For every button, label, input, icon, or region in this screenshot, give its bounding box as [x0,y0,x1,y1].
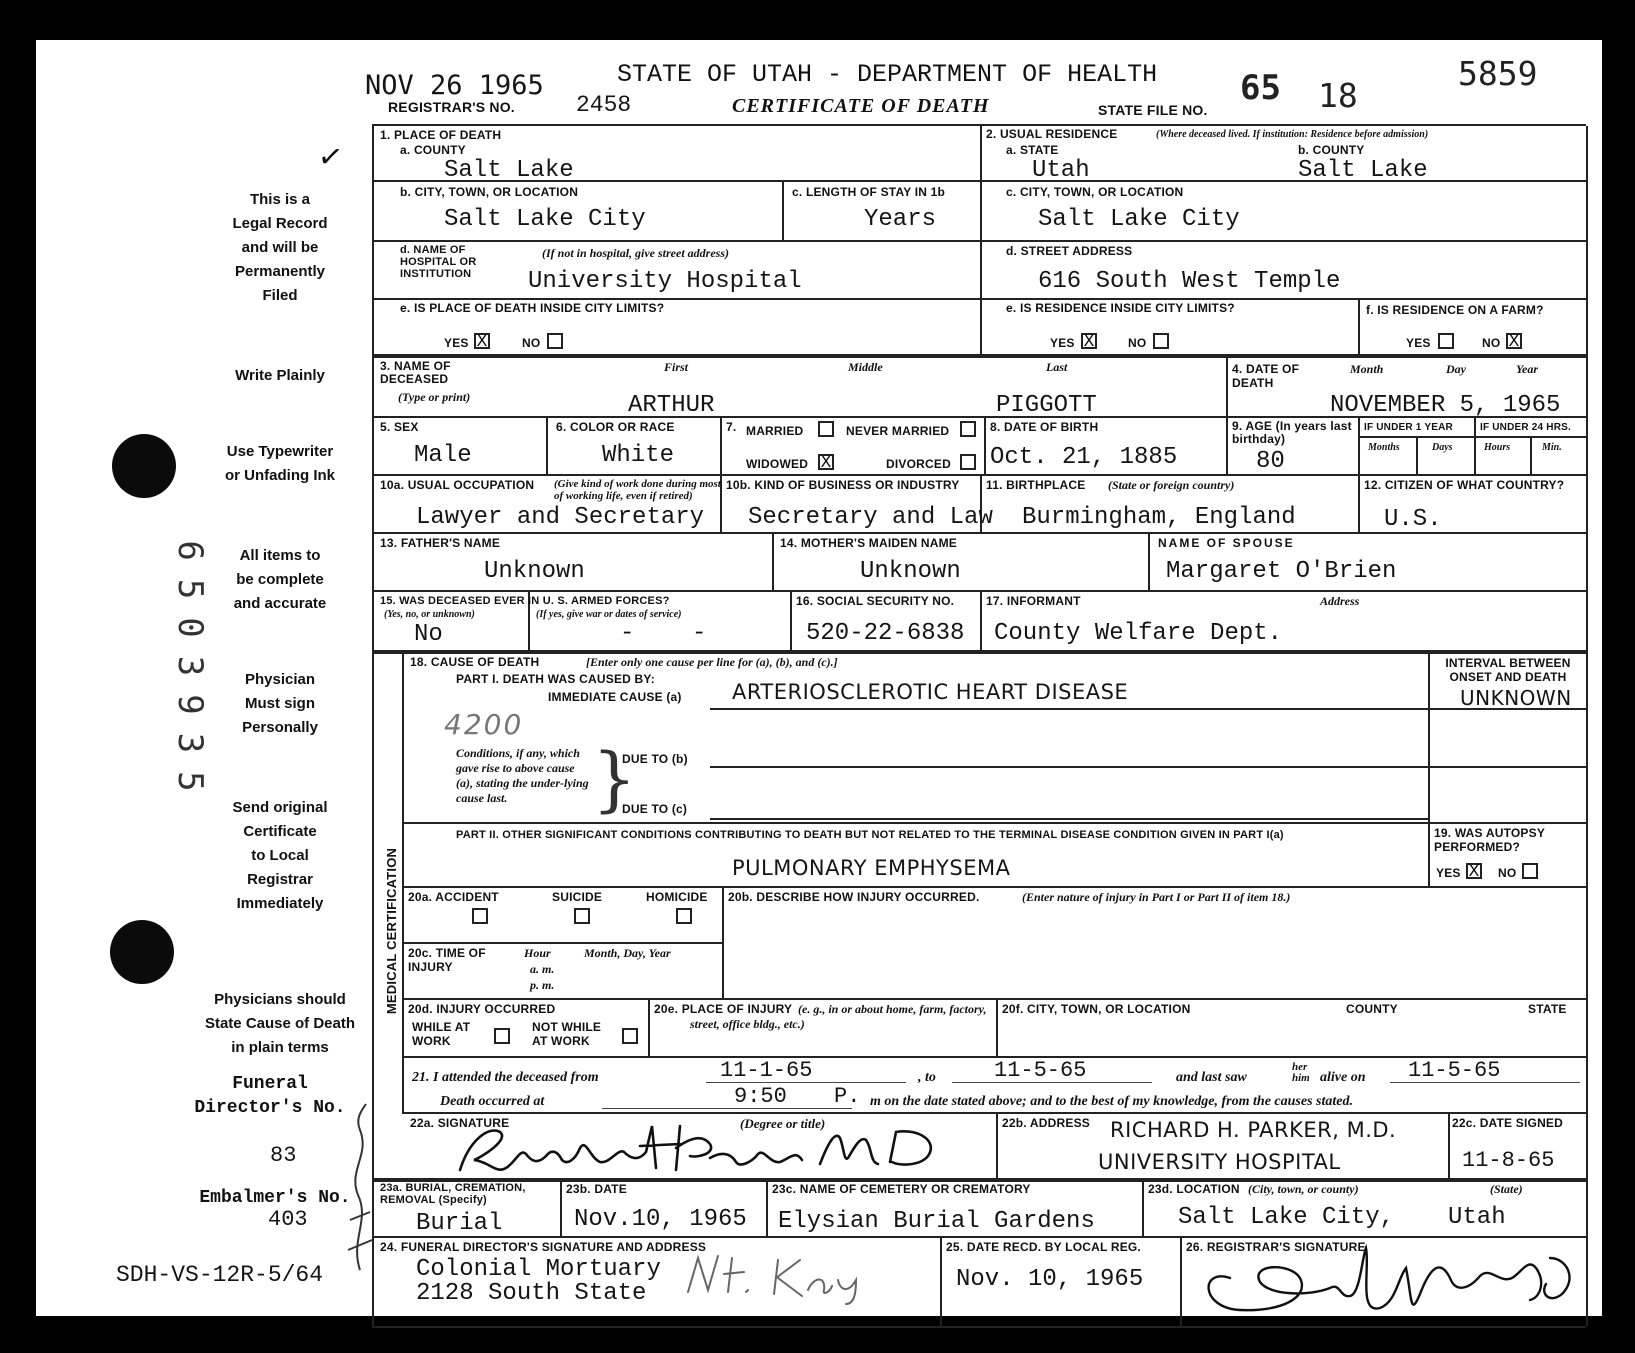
typewriter-note: Use Typewriter or Unfading Ink [225,443,335,484]
residence-state: Utah [1032,157,1090,184]
death-inside-city-yes-checkbox[interactable]: X [474,333,490,349]
certificate-title: CERTIFICATE OF DEATH [732,95,990,117]
first-name: ARTHUR [628,392,715,419]
rule [782,182,784,242]
birthplace: Burmingham, England [1022,504,1296,531]
rule [648,1000,650,1058]
county-label: a. COUNTY [400,143,466,157]
date-of-birth: Oct. 21, 1885 [990,444,1178,471]
cause-of-death-label: 18. CAUSE OF DEATH [410,655,540,669]
embalmer-initials-signature [340,1100,380,1280]
service-dates: - - [620,620,707,647]
residence-inside-city-no-checkbox[interactable] [1153,333,1169,349]
rule [1416,436,1418,474]
conditions-note: Conditions, if any, which gave rise to above cause (a), stating the under-lying cause last. [456,746,589,805]
funeral-director-label: Funeral Director's No. [194,1074,346,1118]
state-file-number: 5859 [1458,54,1538,93]
interval-label: INTERVAL BETWEEN ONSET AND DEATH [1445,656,1571,684]
date-received-label: 25. DATE RECD. BY LOCAL REG. [946,1240,1141,1254]
mother-name: Unknown [860,558,961,585]
ssn-label: 16. SOCIAL SECURITY NO. [796,594,955,608]
autopsy-no-checkbox[interactable] [1522,863,1538,879]
due-to-c-label: DUE TO (c) [622,802,688,816]
burial-state: Utah [1448,1204,1506,1231]
medical-certification-label: MEDICAL CERTIFICATION [384,847,399,1015]
rule [1428,822,1586,824]
rule [772,534,774,592]
hospital-name: University Hospital [528,268,802,295]
degree-label: (Degree or title) [740,1116,826,1131]
burial-date: Nov.10, 1965 [574,1206,747,1233]
registrar-signature-label: 26. REGISTRAR'S SIGNATURE [1186,1240,1366,1254]
rule [372,1326,1586,1328]
residence-inside-city-label: e. IS RESIDENCE INSIDE CITY LIMITS? [1006,301,1235,315]
spouse-name-label: NAME OF SPOUSE [1158,536,1295,550]
sex: Male [414,442,472,469]
attended-from: 11-1-65 [720,1058,813,1083]
residence-city: Salt Lake City [1038,206,1240,233]
legal-record-note: This is a Legal Record and will be Permanently Filed [232,191,328,304]
rule [546,418,548,474]
yes-label: YES [1406,336,1431,350]
pm-label: p. m. [530,978,555,992]
month-day-year-label: Month, Day, Year [584,946,671,960]
rule [1358,436,1586,438]
time-of-death: 9:50 [734,1084,787,1109]
rule [372,298,1586,300]
funeral-home-name: Colonial Mortuary [416,1256,661,1283]
name-note: (Type or print) [398,390,471,404]
death-city-label: b. CITY, TOWN, OR LOCATION [400,185,579,199]
registrar-no-label: REGISTRAR'S NO. [388,99,515,115]
form-right-border [1586,126,1588,1326]
residence-state-label: a. STATE [1006,143,1059,157]
no-label: NO [1128,336,1147,350]
rule [996,1114,998,1180]
rule [372,650,1586,654]
autopsy-label: 19. WAS AUTOPSY PERFORMED? [1434,826,1545,854]
her-him-label: her him [1292,1061,1310,1084]
birthplace-note: (State or foreign country) [1108,478,1235,492]
disposition-label: 23a. BURIAL, CREMATION, REMOVAL (Specify) [380,1182,526,1206]
married-checkbox[interactable] [818,421,834,437]
while-at-work-label: WHILE AT WORK [412,1020,471,1048]
widowed-label: WIDOWED [746,457,809,471]
part2-label: PART II. OTHER SIGNIFICANT CONDITIONS CONTRIBUTING TO DEATH BUT NOT RELATED TO THE TERMINAL DISEASE CONDITION GIVEN IN PART I(a) [456,829,1284,841]
last-saw-label: and last saw [1176,1070,1247,1085]
rule [402,942,722,944]
rule [402,652,404,1112]
minutes-label: Min. [1542,442,1562,453]
sex-label: 5. SEX [380,420,419,434]
year-label: Year [1516,362,1538,376]
registrar-no: 2458 [576,92,632,118]
form-top-border [372,124,1586,126]
marital-label: 7. [726,420,737,434]
hour-label: Hour [524,946,551,960]
time-of-injury-label: 20c. TIME OF INJURY [408,946,486,974]
conditions-brace: } [592,738,637,820]
rule [402,822,1428,824]
physician-address-line2: UNIVERSITY HOSPITAL [1098,1150,1341,1174]
mother-name-label: 14. MOTHER'S MAIDEN NAME [780,536,958,550]
residence-inside-city-yes-checkbox[interactable]: X [1081,333,1097,349]
write-plainly-note: Write Plainly [235,367,325,384]
married-label: MARRIED [746,424,804,438]
length-of-stay-label: c. LENGTH OF STAY IN 1b [792,185,946,199]
date-signed-label: 22c. DATE SIGNED [1452,1116,1564,1130]
widowed-checkbox[interactable]: X [818,454,834,470]
residence-county-label: b. COUNTY [1298,143,1365,157]
part1-label: PART I. DEATH WAS CAUSED BY: [456,672,655,686]
last-name: PIGGOTT [996,392,1097,419]
divorced-checkbox[interactable] [960,454,976,470]
armed-forces-note: (Yes, no, or unknown) [384,609,475,620]
disease-code: 4200 [444,708,524,741]
rule [980,592,982,650]
street-address-label: d. STREET ADDRESS [1006,244,1133,258]
complete-note: All items to be complete and accurate [233,547,327,612]
injury-county-label: COUNTY [1346,1002,1398,1016]
usual-residence-note: (Where deceased lived. If institution: Residence before admission) [1156,129,1429,140]
under-1-year-label: IF UNDER 1 YEAR [1364,422,1453,433]
rule [402,998,1586,1000]
service-note: (If yes, give war or dates of service) [536,609,682,620]
check-mark: ✓ [315,139,346,176]
place-of-death-label: 1. PLACE OF DEATH [380,128,502,142]
state-file-code: 18 [1318,76,1358,115]
rule [372,354,1586,358]
rule [710,766,1586,768]
other-conditions: PULMONARY EMPHYSEMA [732,856,1011,880]
under-24-hrs-label: IF UNDER 24 HRS. [1480,422,1571,433]
rule [940,1238,942,1326]
rule [372,474,1586,476]
cemetery: Elysian Burial Gardens [778,1208,1095,1235]
last-name-label: Last [1046,360,1068,374]
occurred-statement: m on the date stated above; and to the best of my knowledge, from the causes stated. [870,1094,1353,1109]
rule [560,1182,562,1238]
physician-address-line1: RICHARD H. PARKER, M.D. [1110,1118,1397,1142]
date-of-death: NOVEMBER 5, 1965 [1330,392,1561,419]
farm-no-checkbox[interactable]: X [1506,333,1522,349]
age: 80 [1256,448,1285,475]
funeral-director-signature-label: 24. FUNERAL DIRECTOR'S SIGNATURE AND ADDRESS [380,1240,707,1254]
day-label: Day [1446,362,1466,376]
rule [710,708,1428,710]
rule [1148,534,1150,592]
embalmer-no: 403 [268,1207,308,1232]
cemetery-label: 23c. NAME OF CEMETERY OR CREMATORY [772,1182,1031,1196]
place-of-injury-note: (e. g., in or about home, farm, factory, street, office bldg., etc.) [690,1002,987,1031]
days-label: Days [1432,442,1453,453]
rule [372,590,1586,592]
citizen: U.S. [1384,506,1442,533]
state-file-label: STATE FILE NO. [1098,102,1208,118]
occupation-label: 10a. USUAL OCCUPATION [380,478,535,492]
burial-date-label: 23b. DATE [566,1182,627,1196]
yes-label: YES [444,336,469,350]
signature-label: 22a. SIGNATURE [410,1116,510,1130]
funeral-director-no: 83 [270,1143,297,1168]
hours-label: Hours [1484,442,1511,453]
never-married-label: NEVER MARRIED [846,424,950,438]
father-name: Unknown [484,558,585,585]
father-name-label: 13. FATHER'S NAME [380,536,501,550]
death-city: Salt Lake City [444,206,646,233]
months-label: Months [1368,442,1400,453]
suicide-label: SUICIDE [552,890,603,904]
place-of-injury-label: 20e. PLACE OF INJURY [654,1002,793,1016]
homicide-checkbox[interactable] [676,908,692,924]
burial-city: Salt Lake City, [1178,1204,1395,1231]
yes-label: YES [1050,336,1075,350]
injury-description-note: (Enter nature of injury in Part I or Part II of item 18.) [1022,890,1291,904]
armed-forces-label: 15. WAS DECEASED EVER IN U. S. ARMED FORCES? [380,595,670,607]
injury-state-label: STATE [1528,1002,1567,1016]
received-date-stamp: NOV 26 1965 [365,70,544,101]
interval: UNKNOWN [1460,686,1572,710]
occupation-note: (Give kind of work done during most of working life, even if retired) [554,478,721,502]
death-inside-city-no-checkbox[interactable] [547,333,563,349]
no-label: NO [522,336,541,350]
residence-county: Salt Lake [1298,157,1428,184]
age-label: 9. AGE (In years last birthday) [1232,419,1352,446]
funeral-home-address: 2128 South State [416,1280,647,1307]
hospital-note: (If not in hospital, give street address) [542,246,730,260]
rule [766,1182,768,1238]
rule [1142,1182,1144,1238]
rule [1474,418,1476,474]
alive-on-label: alive on [1320,1070,1366,1085]
inside-city-limits-label: e. IS PLACE OF DEATH INSIDE CITY LIMITS? [400,301,665,315]
first-name-label: First [664,360,689,374]
date-of-birth-label: 8. DATE OF BIRTH [990,420,1099,434]
rule [996,1000,998,1058]
social-security-number: 520-22-6838 [806,620,965,647]
middle-name-label: Middle [848,360,883,374]
business: Secretary and Law [748,504,993,531]
birthplace-label: 11. BIRTHPLACE [986,478,1086,492]
rule [790,592,792,650]
funeral-director-signature [680,1246,890,1308]
rule [602,1108,852,1109]
usual-residence-label: 2. USUAL RESIDENCE [986,127,1118,141]
race-label: 6. COLOR OR RACE [556,420,675,434]
no-label: NO [1482,336,1501,350]
rule [1180,1238,1182,1326]
to-label: , to [918,1070,936,1085]
while-at-work-checkbox[interactable] [494,1028,510,1044]
send-original-note: Send original Certificate to Local Registrar Immediately [232,799,328,912]
vertical-file-number: 6503935 [170,540,210,810]
no-label: NO [1498,866,1517,880]
informant-address-label: Address [1320,594,1360,608]
death-county: Salt Lake [444,157,574,184]
registrar-signature [1190,1238,1586,1324]
race: White [602,442,675,469]
am-label: a. m. [530,962,555,976]
accident-checkbox[interactable] [472,908,488,924]
last-seen-alive-date: 11-5-65 [1408,1058,1501,1083]
physician-note: Physician Must sign Personally [242,671,318,736]
injury-occurred-label: 20d. INJURY OCCURRED [408,1002,556,1016]
injury-city-label: 20f. CITY, TOWN, OR LOCATION [1002,1002,1191,1016]
immediate-cause-label: IMMEDIATE CAUSE (a) [548,690,682,704]
date-received: Nov. 10, 1965 [956,1266,1144,1293]
business-label: 10b. KIND OF BUSINESS OR INDUSTRY [726,478,960,492]
street-address: 616 South West Temple [1038,268,1341,295]
attended-label: 21. I attended the deceased from [412,1070,599,1085]
farm-label: f. IS RESIDENCE ON A FARM? [1366,303,1544,317]
rule [1530,436,1532,474]
punch-hole-bottom [110,920,174,984]
death-occurred-label: Death occurred at [440,1094,545,1109]
state-file-year: 65 [1240,68,1281,108]
rule [984,418,986,474]
rule [1358,300,1360,354]
rule [710,818,1428,820]
homicide-label: HOMICIDE [646,890,708,904]
burial-location-label: 23d. LOCATION [1148,1182,1240,1196]
date-signed: 11-8-65 [1462,1148,1555,1173]
citizen-label: 12. CITIZEN OF WHAT COUNTRY? [1364,478,1565,492]
cause-of-death-note: [Enter only one cause per line for (a), (b), and (c).] [586,655,838,669]
divorced-label: DIVORCED [886,457,951,471]
rule [720,418,722,474]
residence-city-label: c. CITY, TOWN, OR LOCATION [1006,185,1184,199]
informant-label: 17. INFORMANT [986,594,1081,608]
rule [1448,1114,1450,1180]
physician-address-label: 22b. ADDRESS [1002,1116,1090,1130]
length-of-stay: Years [864,206,937,233]
never-married-checkbox[interactable] [960,421,976,437]
not-while-at-work-label: NOT WHILE AT WORK [532,1020,602,1048]
not-while-at-work-checkbox[interactable] [622,1028,638,1044]
yes-label: YES [1436,866,1461,880]
form-number: SDH-VS-12R-5/64 [116,1262,324,1288]
injury-description-label: 20b. DESCRIBE HOW INJURY OCCURRED. [728,890,980,904]
form-left-border [372,126,374,1326]
disposition: Burial [416,1210,503,1237]
embalmer-label: Embalmer's No. [199,1188,351,1208]
occupation: Lawyer and Secretary [416,504,705,531]
accident-label: 20a. ACCIDENT [408,890,499,904]
form-title: STATE OF UTAH - DEPARTMENT OF HEALTH [617,60,1158,89]
burial-state-label: (State) [1490,1182,1523,1196]
farm-yes-checkbox[interactable] [1438,333,1454,349]
spouse-name: Margaret O'Brien [1166,558,1397,585]
name-label: 3. NAME OF DECEASED [380,359,451,386]
month-label: Month [1350,362,1384,376]
informant: County Welfare Dept. [994,620,1283,647]
rule [722,888,724,1000]
due-to-b-label: DUE TO (b) [622,752,688,766]
date-of-death-label: 4. DATE OF DEATH [1232,362,1300,390]
burial-location-note: (City, town, or county) [1248,1182,1359,1196]
hospital-label: d. NAME OF HOSPITAL OR INSTITUTION [400,244,477,280]
physician-signature [440,1118,980,1182]
rule [402,886,1586,888]
armed-forces: No [414,621,443,648]
immediate-cause: ARTERIOSCLEROTIC HEART DISEASE [732,680,1129,704]
rule [1428,652,1430,888]
cause-plain-terms-note: Physicians should State Cause of Death in plain terms [204,991,356,1056]
autopsy-yes-checkbox[interactable]: X [1466,863,1482,879]
attended-to: 11-5-65 [994,1058,1087,1083]
time-period: P. [834,1084,861,1109]
rule [402,1112,1586,1114]
punch-hole-top [112,434,176,498]
suicide-checkbox[interactable] [574,908,590,924]
rule [372,240,1586,242]
